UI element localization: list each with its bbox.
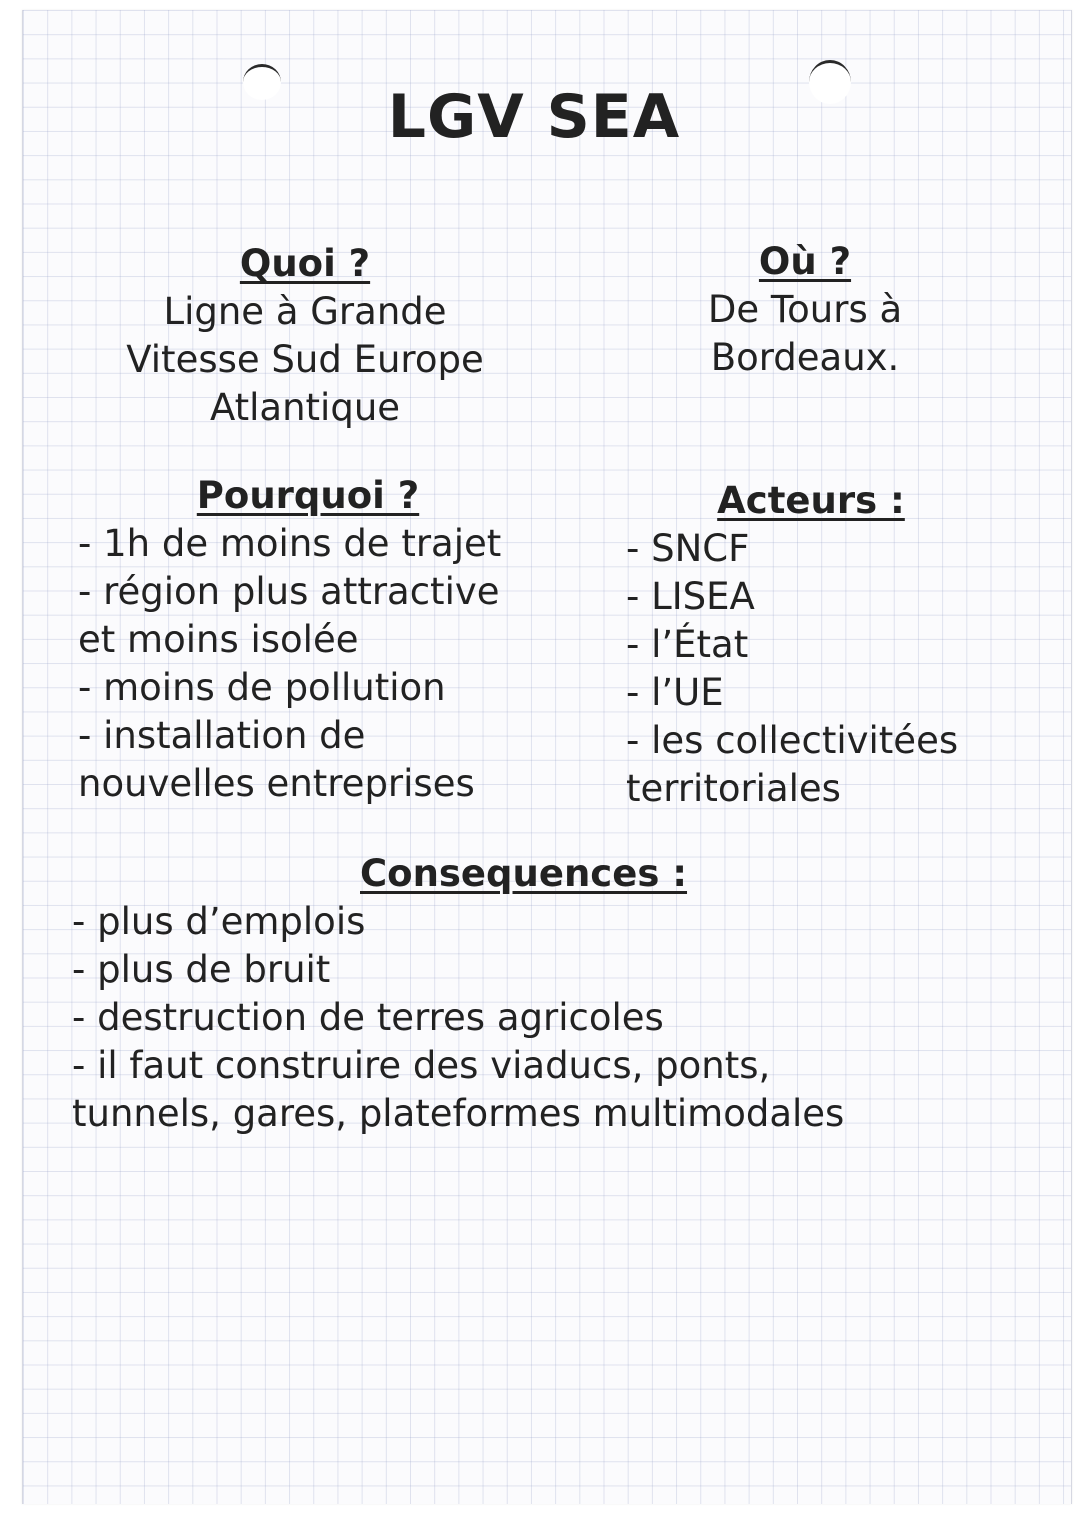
section-quoi	[95, 240, 515, 432]
section-acteurs-line: - l’UE	[626, 671, 724, 714]
section-quoi-heading: Quoi ?	[239, 242, 371, 285]
section-acteurs	[626, 477, 1066, 813]
section-consequences-line: tunnels, gares, plateformes multimodales	[72, 1092, 845, 1135]
section-pourquoi-line: - 1h de moins de trajet	[78, 522, 502, 565]
section-pourquoi	[78, 472, 558, 808]
section-consequences-line: - il faut construire des viaducs, ponts,	[72, 1044, 771, 1087]
section-consequences	[72, 850, 1032, 1138]
section-consequences-line: - destruction de terres agricoles	[72, 996, 664, 1039]
section-ou	[660, 238, 950, 382]
section-consequences-line: - plus d’emplois	[72, 900, 366, 943]
section-acteurs-line: - SNCF	[626, 527, 750, 570]
section-consequences-line: - plus de bruit	[72, 948, 331, 991]
page-title	[0, 82, 1080, 152]
section-pourquoi-line: - moins de pollution	[78, 666, 446, 709]
section-ou-line: De Tours à	[707, 288, 903, 331]
page-title-text: LGV SEA	[387, 82, 681, 152]
section-acteurs-line: - LISEA	[626, 575, 755, 618]
section-pourquoi-line: nouvelles entreprises	[78, 762, 475, 805]
section-acteurs-line: - les collectivitées	[626, 719, 959, 762]
section-acteurs-heading: Acteurs :	[717, 479, 905, 522]
section-quoi-line: Vitesse Sud Europe	[126, 338, 484, 381]
section-pourquoi-heading: Pourquoi ?	[196, 474, 420, 517]
section-pourquoi-line: - installation de	[78, 714, 366, 757]
section-ou-line: Bordeaux.	[710, 336, 900, 379]
section-ou-heading: Où ?	[758, 240, 852, 283]
section-consequences-heading: Consequences :	[360, 852, 688, 895]
section-quoi-line: Atlantique	[209, 386, 401, 429]
section-quoi-line: Ligne à Grande	[163, 290, 447, 333]
section-pourquoi-line: - région plus attractive	[78, 570, 500, 613]
section-pourquoi-line: et moins isolée	[78, 618, 359, 661]
section-acteurs-line: - l’État	[626, 623, 749, 666]
section-acteurs-line: territoriales	[626, 767, 841, 810]
